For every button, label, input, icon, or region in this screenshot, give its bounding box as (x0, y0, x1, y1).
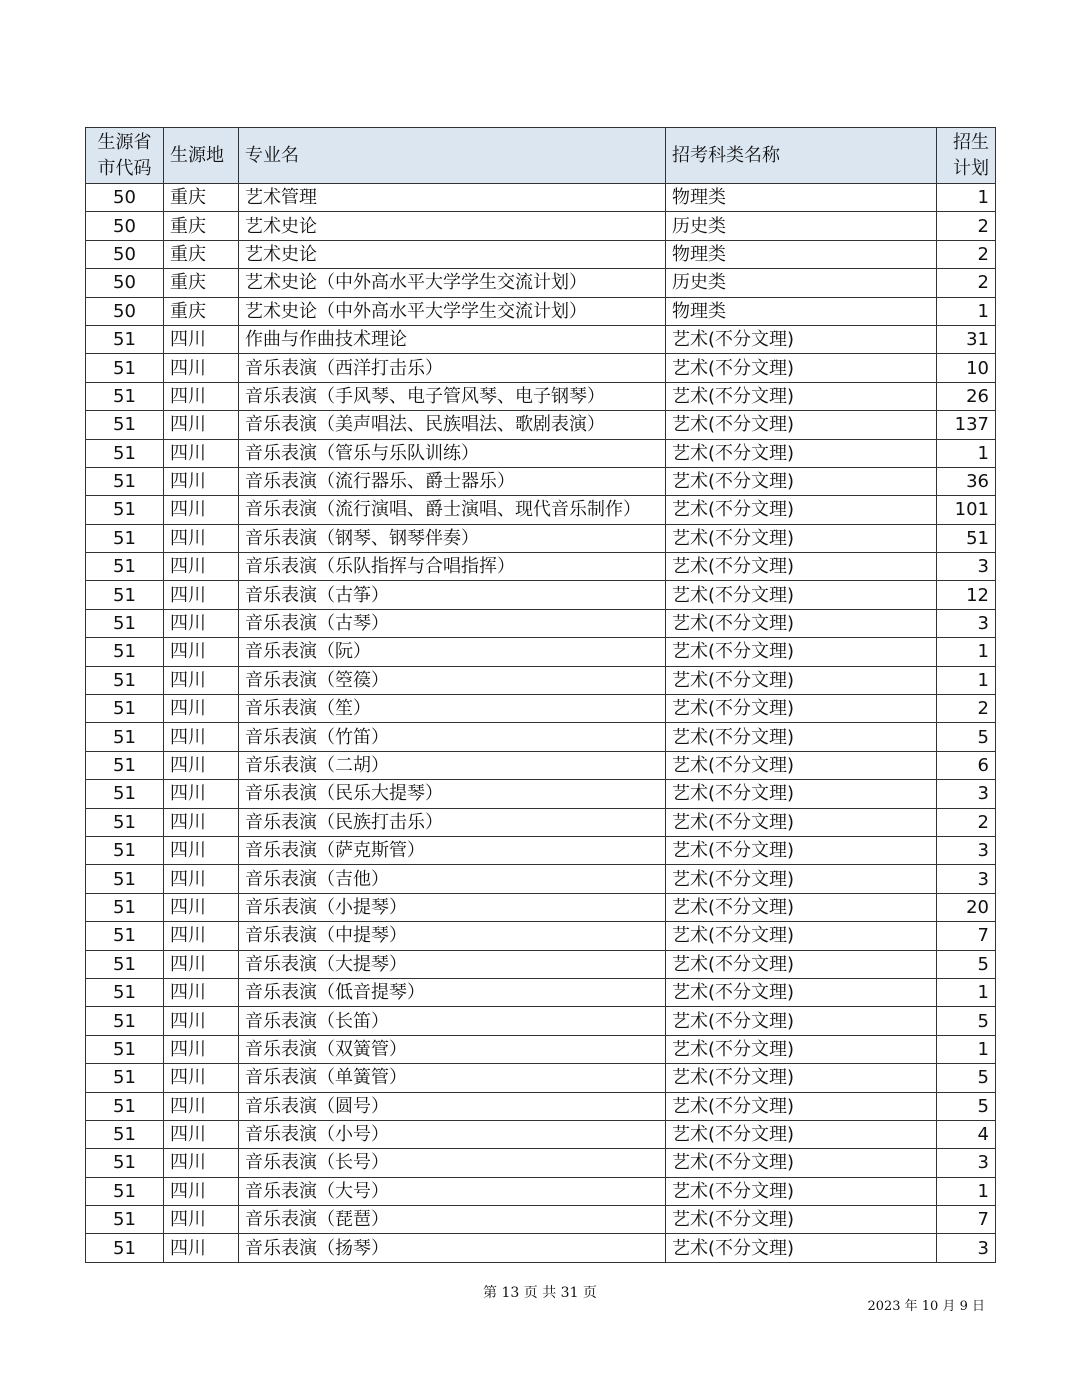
cell-code: 51 (86, 865, 164, 893)
cell-plan: 3 (937, 609, 996, 637)
cell-category: 艺术(不分文理) (666, 354, 937, 382)
cell-code: 51 (86, 751, 164, 779)
cell-code: 50 (86, 184, 164, 212)
cell-code: 51 (86, 581, 164, 609)
cell-plan: 1 (937, 666, 996, 694)
cell-code: 51 (86, 780, 164, 808)
table-row (86, 922, 996, 950)
cell-region: 四川 (164, 411, 239, 439)
cell-region: 四川 (164, 496, 239, 524)
table-row (86, 382, 996, 410)
cell-region: 四川 (164, 1092, 239, 1120)
cell-region: 重庆 (164, 269, 239, 297)
cell-region: 四川 (164, 553, 239, 581)
cell-category: 物理类 (666, 184, 937, 212)
cell-plan: 20 (937, 893, 996, 921)
cell-major: 音乐表演（钢琴、钢琴伴奏） (239, 524, 666, 552)
cell-region: 四川 (164, 1035, 239, 1063)
cell-plan: 51 (937, 524, 996, 552)
cell-region: 四川 (164, 467, 239, 495)
cell-plan: 5 (937, 1064, 996, 1092)
cell-major: 艺术管理 (239, 184, 666, 212)
cell-region: 四川 (164, 780, 239, 808)
table-row (86, 609, 996, 637)
cell-plan: 10 (937, 354, 996, 382)
cell-code: 51 (86, 439, 164, 467)
table-row (86, 865, 996, 893)
cell-region: 四川 (164, 382, 239, 410)
footer-date: 2023 年 10 月 9 日 (867, 1299, 985, 1314)
table-row (86, 325, 996, 353)
cell-category: 艺术(不分文理) (666, 325, 937, 353)
cell-category: 艺术(不分文理) (666, 1035, 937, 1063)
enrollment-plan-table (85, 127, 996, 1263)
cell-major: 音乐表演（民族打击乐） (239, 808, 666, 836)
cell-region: 四川 (164, 609, 239, 637)
cell-code: 51 (86, 496, 164, 524)
cell-code: 51 (86, 1234, 164, 1262)
table-row (86, 638, 996, 666)
page-number: 第 13 页 共 31 页 (483, 1285, 597, 1301)
cell-code: 51 (86, 524, 164, 552)
cell-category: 物理类 (666, 240, 937, 268)
cell-code: 51 (86, 1206, 164, 1234)
cell-plan: 1 (937, 439, 996, 467)
cell-major: 音乐表演（流行演唱、爵士演唱、现代音乐制作） (239, 496, 666, 524)
cell-major: 音乐表演（乐队指挥与合唱指挥） (239, 553, 666, 581)
cell-plan: 2 (937, 695, 996, 723)
cell-category: 历史类 (666, 269, 937, 297)
cell-plan: 7 (937, 922, 996, 950)
cell-region: 四川 (164, 950, 239, 978)
cell-region: 四川 (164, 808, 239, 836)
cell-major: 音乐表演（吉他） (239, 865, 666, 893)
cell-region: 四川 (164, 836, 239, 864)
cell-major: 音乐表演（西洋打击乐） (239, 354, 666, 382)
cell-category: 艺术(不分文理) (666, 723, 937, 751)
cell-category: 艺术(不分文理) (666, 1120, 937, 1148)
cell-major: 音乐表演（圆号） (239, 1092, 666, 1120)
cell-major: 音乐表演（小提琴） (239, 893, 666, 921)
table-row (86, 553, 996, 581)
cell-region: 四川 (164, 893, 239, 921)
cell-region: 四川 (164, 922, 239, 950)
header-region: 生源地 (164, 128, 239, 184)
table-row (86, 581, 996, 609)
table-row (86, 467, 996, 495)
cell-category: 艺术(不分文理) (666, 496, 937, 524)
cell-plan: 3 (937, 865, 996, 893)
cell-code: 51 (86, 1177, 164, 1205)
cell-major: 音乐表演（阮） (239, 638, 666, 666)
header-category: 招考科类名称 (666, 128, 937, 184)
table-row (86, 808, 996, 836)
cell-category: 物理类 (666, 297, 937, 325)
cell-region: 四川 (164, 1007, 239, 1035)
cell-region: 四川 (164, 865, 239, 893)
table-body (86, 184, 996, 1263)
cell-category: 艺术(不分文理) (666, 1206, 937, 1234)
cell-region: 四川 (164, 1149, 239, 1177)
table-row (86, 1149, 996, 1177)
cell-major: 音乐表演（管乐与乐队训练） (239, 439, 666, 467)
cell-plan: 3 (937, 780, 996, 808)
cell-code: 51 (86, 1120, 164, 1148)
cell-code: 51 (86, 666, 164, 694)
cell-category: 艺术(不分文理) (666, 553, 937, 581)
cell-category: 艺术(不分文理) (666, 893, 937, 921)
cell-plan: 7 (937, 1206, 996, 1234)
cell-category: 艺术(不分文理) (666, 467, 937, 495)
cell-region: 四川 (164, 1177, 239, 1205)
cell-major: 音乐表演（美声唱法、民族唱法、歌剧表演） (239, 411, 666, 439)
cell-category: 艺术(不分文理) (666, 780, 937, 808)
table-row (86, 297, 996, 325)
cell-code: 51 (86, 553, 164, 581)
table-row (86, 524, 996, 552)
cell-major: 艺术史论 (239, 212, 666, 240)
cell-plan: 5 (937, 723, 996, 751)
cell-category: 历史类 (666, 212, 937, 240)
cell-major: 音乐表演（低音提琴） (239, 978, 666, 1006)
table-row (86, 751, 996, 779)
cell-category: 艺术(不分文理) (666, 1092, 937, 1120)
table-row (86, 836, 996, 864)
table-row (86, 1035, 996, 1063)
cell-plan: 3 (937, 836, 996, 864)
cell-category: 艺术(不分文理) (666, 638, 937, 666)
cell-category: 艺术(不分文理) (666, 751, 937, 779)
cell-code: 51 (86, 1064, 164, 1092)
cell-plan: 101 (937, 496, 996, 524)
cell-region: 四川 (164, 354, 239, 382)
cell-code: 51 (86, 695, 164, 723)
cell-major: 音乐表演（二胡） (239, 751, 666, 779)
table-row (86, 1234, 996, 1262)
cell-category: 艺术(不分文理) (666, 581, 937, 609)
cell-plan: 3 (937, 553, 996, 581)
header-row (86, 128, 996, 184)
header-plan: 招生计划 (937, 128, 996, 184)
cell-code: 51 (86, 609, 164, 637)
cell-code: 51 (86, 325, 164, 353)
cell-region: 重庆 (164, 240, 239, 268)
cell-plan: 31 (937, 325, 996, 353)
cell-category: 艺术(不分文理) (666, 808, 937, 836)
cell-major: 音乐表演（萨克斯管） (239, 836, 666, 864)
cell-plan: 12 (937, 581, 996, 609)
cell-plan: 4 (937, 1120, 996, 1148)
table-row (86, 212, 996, 240)
cell-plan: 5 (937, 1092, 996, 1120)
cell-category: 艺术(不分文理) (666, 411, 937, 439)
table-row (86, 1120, 996, 1148)
table-header (86, 128, 996, 184)
cell-major: 音乐表演（大号） (239, 1177, 666, 1205)
cell-region: 四川 (164, 1064, 239, 1092)
cell-region: 四川 (164, 751, 239, 779)
cell-major: 音乐表演（箜篌） (239, 666, 666, 694)
cell-region: 四川 (164, 1234, 239, 1262)
cell-region: 四川 (164, 439, 239, 467)
cell-code: 51 (86, 978, 164, 1006)
table-row (86, 780, 996, 808)
table-row (86, 1007, 996, 1035)
cell-code: 51 (86, 893, 164, 921)
cell-category: 艺术(不分文理) (666, 922, 937, 950)
cell-plan: 2 (937, 808, 996, 836)
cell-category: 艺术(不分文理) (666, 978, 937, 1006)
cell-major: 音乐表演（大提琴） (239, 950, 666, 978)
cell-plan: 1 (937, 297, 996, 325)
cell-major: 艺术史论 (239, 240, 666, 268)
cell-plan: 2 (937, 240, 996, 268)
cell-major: 音乐表演（笙） (239, 695, 666, 723)
table-row (86, 1064, 996, 1092)
cell-major: 音乐表演（小号） (239, 1120, 666, 1148)
cell-region: 重庆 (164, 212, 239, 240)
cell-region: 四川 (164, 524, 239, 552)
cell-major: 音乐表演（流行器乐、爵士器乐） (239, 467, 666, 495)
cell-code: 51 (86, 1007, 164, 1035)
cell-plan: 1 (937, 184, 996, 212)
table-row (86, 695, 996, 723)
table-row (86, 1092, 996, 1120)
cell-code: 51 (86, 1092, 164, 1120)
cell-category: 艺术(不分文理) (666, 382, 937, 410)
cell-major: 音乐表演（竹笛） (239, 723, 666, 751)
table-row (86, 978, 996, 1006)
table-row (86, 1206, 996, 1234)
table-row (86, 240, 996, 268)
cell-category: 艺术(不分文理) (666, 1007, 937, 1035)
cell-code: 51 (86, 950, 164, 978)
cell-code: 50 (86, 240, 164, 268)
cell-major: 音乐表演（单簧管） (239, 1064, 666, 1092)
cell-region: 四川 (164, 1206, 239, 1234)
cell-major: 音乐表演（中提琴） (239, 922, 666, 950)
table-row (86, 496, 996, 524)
cell-major: 音乐表演（长号） (239, 1149, 666, 1177)
cell-code: 51 (86, 808, 164, 836)
table-row (86, 893, 996, 921)
table-row (86, 184, 996, 212)
cell-plan: 1 (937, 638, 996, 666)
cell-plan: 1 (937, 978, 996, 1006)
header-major: 专业名 (239, 128, 666, 184)
cell-plan: 26 (937, 382, 996, 410)
cell-plan: 137 (937, 411, 996, 439)
cell-region: 四川 (164, 1120, 239, 1148)
cell-category: 艺术(不分文理) (666, 609, 937, 637)
cell-region: 四川 (164, 638, 239, 666)
table-row (86, 411, 996, 439)
table-row (86, 439, 996, 467)
table-row (86, 1177, 996, 1205)
cell-major: 音乐表演（古筝） (239, 581, 666, 609)
cell-code: 51 (86, 467, 164, 495)
table-row (86, 950, 996, 978)
cell-category: 艺术(不分文理) (666, 836, 937, 864)
cell-code: 51 (86, 723, 164, 751)
cell-major: 作曲与作曲技术理论 (239, 325, 666, 353)
cell-category: 艺术(不分文理) (666, 666, 937, 694)
cell-region: 重庆 (164, 184, 239, 212)
table-row (86, 666, 996, 694)
cell-region: 四川 (164, 325, 239, 353)
cell-code: 50 (86, 297, 164, 325)
cell-category: 艺术(不分文理) (666, 1064, 937, 1092)
table-row (86, 723, 996, 751)
cell-major: 艺术史论（中外高水平大学学生交流计划） (239, 269, 666, 297)
cell-plan: 1 (937, 1177, 996, 1205)
cell-plan: 3 (937, 1234, 996, 1262)
cell-major: 音乐表演（琵琶） (239, 1206, 666, 1234)
cell-code: 51 (86, 382, 164, 410)
cell-region: 四川 (164, 723, 239, 751)
cell-code: 51 (86, 1035, 164, 1063)
cell-category: 艺术(不分文理) (666, 524, 937, 552)
cell-region: 四川 (164, 978, 239, 1006)
cell-category: 艺术(不分文理) (666, 950, 937, 978)
cell-major: 音乐表演（手风琴、电子管风琴、电子钢琴） (239, 382, 666, 410)
cell-plan: 5 (937, 1007, 996, 1035)
cell-major: 音乐表演（扬琴） (239, 1234, 666, 1262)
cell-plan: 5 (937, 950, 996, 978)
cell-region: 四川 (164, 695, 239, 723)
cell-plan: 6 (937, 751, 996, 779)
cell-plan: 36 (937, 467, 996, 495)
cell-category: 艺术(不分文理) (666, 1177, 937, 1205)
cell-region: 四川 (164, 581, 239, 609)
cell-category: 艺术(不分文理) (666, 439, 937, 467)
cell-major: 音乐表演（长笛） (239, 1007, 666, 1035)
cell-category: 艺术(不分文理) (666, 1234, 937, 1262)
cell-category: 艺术(不分文理) (666, 1149, 937, 1177)
header-code: 生源省市代码 (86, 128, 164, 184)
cell-plan: 1 (937, 1035, 996, 1063)
cell-major: 音乐表演（古琴） (239, 609, 666, 637)
cell-plan: 2 (937, 269, 996, 297)
cell-code: 50 (86, 269, 164, 297)
cell-code: 50 (86, 212, 164, 240)
table-row (86, 354, 996, 382)
cell-plan: 3 (937, 1149, 996, 1177)
cell-code: 51 (86, 922, 164, 950)
table-row (86, 269, 996, 297)
cell-code: 51 (86, 411, 164, 439)
cell-category: 艺术(不分文理) (666, 695, 937, 723)
cell-code: 51 (86, 1149, 164, 1177)
cell-major: 音乐表演（民乐大提琴） (239, 780, 666, 808)
cell-plan: 2 (937, 212, 996, 240)
cell-code: 51 (86, 836, 164, 864)
cell-category: 艺术(不分文理) (666, 865, 937, 893)
cell-region: 重庆 (164, 297, 239, 325)
cell-code: 51 (86, 638, 164, 666)
cell-major: 音乐表演（双簧管） (239, 1035, 666, 1063)
cell-code: 51 (86, 354, 164, 382)
cell-region: 四川 (164, 666, 239, 694)
cell-major: 艺术史论（中外高水平大学学生交流计划） (239, 297, 666, 325)
